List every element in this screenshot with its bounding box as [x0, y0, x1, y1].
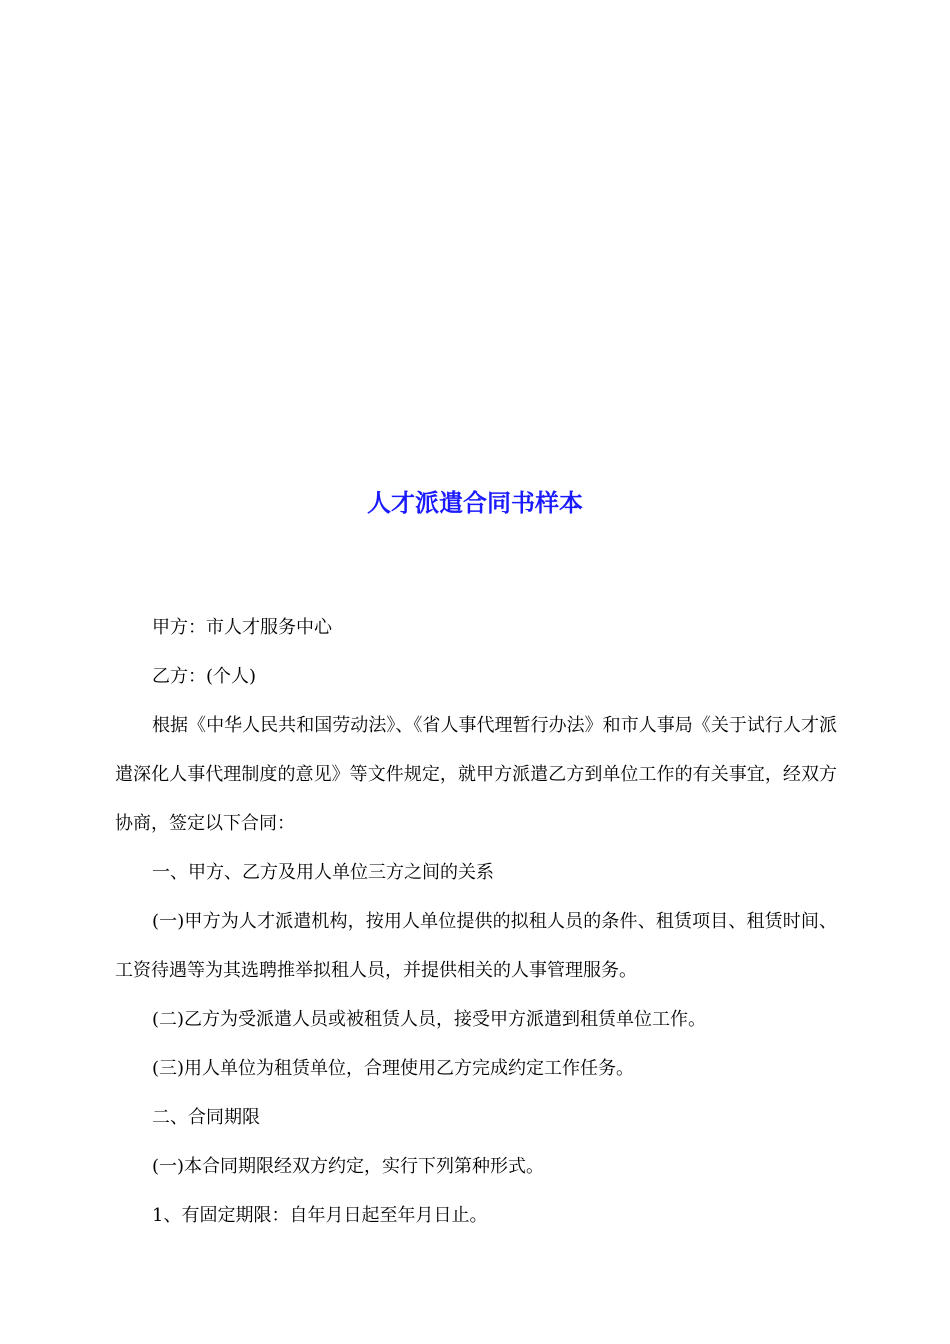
clause-2-1: (一)本合同期限经双方约定，实行下列第种形式。 — [152, 1156, 545, 1177]
clause-1-3: (三)用人单位为租赁单位，合理使用乙方完成约定工作任务。 — [152, 1058, 635, 1079]
party-b-line: 乙方：(个人) — [152, 666, 257, 687]
document-title: 人才派遣合同书样本 — [367, 488, 583, 517]
clause-1-1: (一)甲方为人才派遣机构，按用人单位提供的拟租人员的条件、租赁项目、租赁时间、工资待遇等为其选聘推举拟租人员，并提供相关的人事管理服务。 — [115, 911, 837, 981]
clause-1-2: (二)乙方为受派遣人员或被租赁人员，接受甲方派遣到租赁单位工作。 — [152, 1009, 707, 1030]
clause-2-1-item-1: 1、有固定期限：自年月日起至年月日止。 — [152, 1205, 488, 1226]
preamble-paragraph: 根据《中华人民共和国劳动法》、《省人事代理暂行办法》和市人事局《关于试行人才派遣深化人事代理制度的意见》等文件规定，就甲方派遣乙方到单位工作的有关事宜，经双方协商，签定以下合同： — [115, 715, 837, 834]
section-heading-1: 一、甲方、乙方及用人单位三方之间的关系 — [152, 862, 494, 883]
document-body — [115, 603, 837, 1240]
party-a-line: 甲方：市人才服务中心 — [152, 617, 332, 638]
section-heading-2: 二、合同期限 — [152, 1107, 260, 1128]
